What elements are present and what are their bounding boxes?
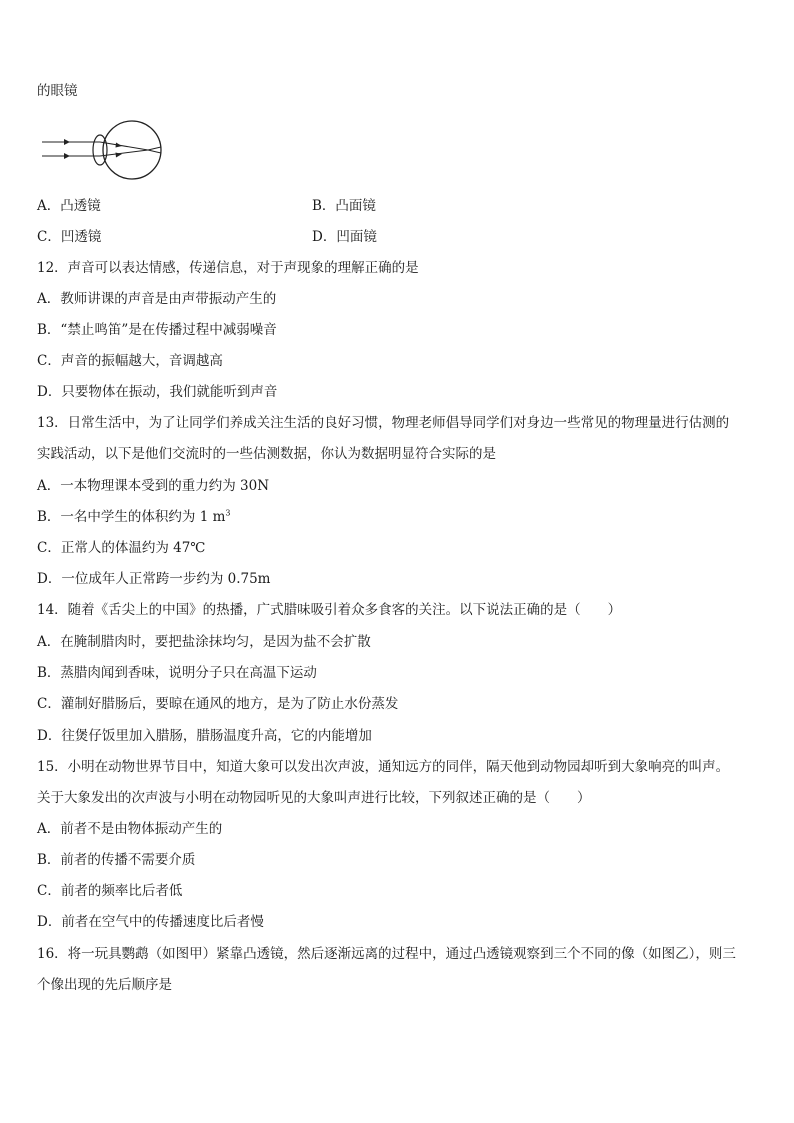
q15-option-b[interactable]: B．前者的传播不需要介质 [37,852,196,868]
q14-stem: 14．随着《舌尖上的中国》的热播，广式腊味吸引着众多食客的关注。以下说法正确的是（ ） [37,602,622,618]
q14-option-a[interactable]: A．在腌制腊肉时，要把盐涂抹均匀，是因为盐不会扩散 [37,634,371,650]
q13-option-b-text: B．一名中学生的体积约为 1 m [37,509,226,525]
q13-stem-line-1: 13．日常生活中，为了让同学们养成关注生活的良好习惯，物理老师倡导同学们对身边一些常见的物理量进行估测的 [37,415,730,431]
q16-stem-line-1: 16．将一玩具鹦鹉（如图甲）紧靠凸透镜，然后逐渐远离的过程中，通过凸透镜观察到三个不同的像（如图乙），则三 [37,946,736,962]
diverging-ray-top [148,147,161,150]
eye-lens [93,135,107,165]
q13-option-b[interactable] [37,508,231,526]
q15-option-c[interactable]: C．前者的频率比后者低 [37,883,183,899]
q16-stem-line-2: 个像出现的先后顺序是 [37,977,172,993]
arrow-right-icon [64,139,70,145]
arrow-right-icon [64,153,70,159]
q13-option-d[interactable]: D．一位成年人正常跨一步约为 0.75m [37,571,271,587]
q12-stem: 12．声音可以表达情感，传递信息，对于声现象的理解正确的是 [37,260,419,276]
q13-option-b-exponent: 3 [225,508,231,518]
q14-option-c[interactable]: C．灌制好腊肠后，要晾在通风的地方，是为了防止水份蒸发 [37,696,399,712]
q11-option-d[interactable]: D．凹面镜 [312,229,377,245]
q11-option-a[interactable]: A．凸透镜 [37,198,101,214]
q15-option-a[interactable]: A．前者不是由物体振动产生的 [37,821,223,837]
q12-option-b[interactable]: B．“禁止鸣笛”是在传播过程中减弱噪音 [37,322,277,338]
q12-option-a[interactable]: A．教师讲课的声音是由声带振动产生的 [37,291,277,307]
q11-option-b[interactable]: B．凸面镜 [312,198,376,214]
q13-option-a[interactable]: A．一本物理课本受到的重力约为 30N [37,478,270,494]
q14-option-d[interactable]: D．往煲仔饭里加入腊肠，腊肠温度升高，它的内能增加 [37,728,372,744]
q15-stem-line-2: 关于大象发出的次声波与小明在动物园听见的大象叫声进行比较，下列叙述正确的是（ ） [37,790,591,806]
diverging-ray-bottom [148,150,161,153]
q12-option-d[interactable]: D．只要物体在振动，我们就能听到声音 [37,384,278,400]
q12-option-c[interactable]: C．声音的振幅越大，音调越高 [37,353,223,369]
eyeball [103,121,161,179]
q15-stem-line-1: 15．小明在动物世界节目中，知道大象可以发出次声波，通知远方的同伴，隔天他到动物园却听到大象响亮的叫声。 [37,759,730,775]
q14-option-b[interactable]: B．蒸腊肉闻到香味，说明分子只在高温下运动 [37,665,317,681]
eye-diagram [40,117,170,183]
q13-stem-line-2: 实践活动，以下是他们交流时的一些估测数据，你认为数据明显符合实际的是 [37,446,496,462]
q13-option-c[interactable]: C．正常人的体温约为 47℃ [37,540,206,556]
q11-option-c[interactable]: C．凹透镜 [37,229,102,245]
q11-stem-continuation: 的眼镜 [37,83,78,99]
q15-option-d[interactable]: D．前者在空气中的传播速度比后者慢 [37,914,264,930]
